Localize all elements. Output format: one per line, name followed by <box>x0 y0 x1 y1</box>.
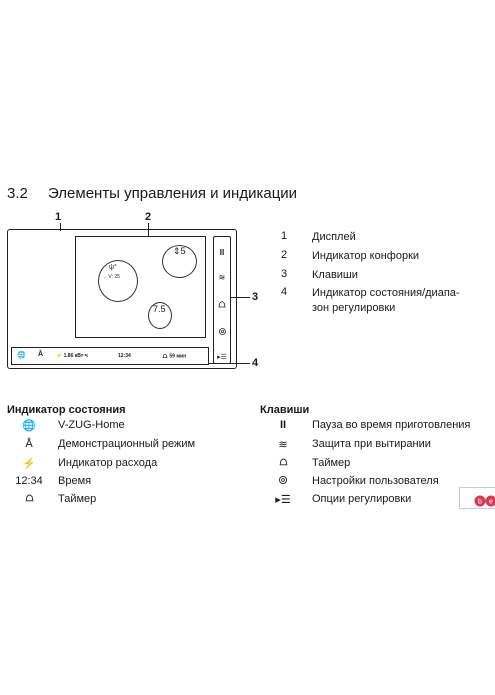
bell-icon <box>268 457 298 470</box>
pause-key[interactable]: II <box>219 248 225 257</box>
legend-text-2: Индикатор конфорки <box>312 250 420 262</box>
options-key[interactable]: ▸☰ <box>217 354 227 361</box>
status-row-text: Индикатор расхода <box>58 457 158 469</box>
key-row-text: Таймер <box>312 457 351 469</box>
callout-3: 3 <box>252 291 259 303</box>
legend-text-1: Дисплей <box>312 231 356 243</box>
zone-small-text: → V: 25 <box>102 274 120 280</box>
svg-text:b: b <box>478 498 482 506</box>
section-number: 3.2 <box>7 185 28 202</box>
section-title: Элементы управления и индикации <box>48 185 298 202</box>
consumption-value: ⚡ 1.86 кВт·ч <box>56 353 88 359</box>
bell-icon <box>14 493 44 506</box>
time-value: 12:34 <box>118 353 131 359</box>
bell-icon <box>25 493 34 503</box>
status-indicator-heading: Индикатор состояния <box>7 404 126 416</box>
callout-4: 4 <box>252 357 259 369</box>
status-row-text: V-ZUG-Home <box>58 419 125 431</box>
status-row-text: Демонстрационный режим <box>58 438 196 450</box>
legend-num-2: 2 <box>281 249 288 261</box>
timer-status <box>162 353 186 359</box>
status-row-text: Таймер <box>58 493 97 505</box>
brand-logo-icon <box>460 488 495 510</box>
zone-level-bottom: 7.5 <box>153 304 166 314</box>
demo-mode-icon: Å <box>25 438 33 450</box>
legend-num-3: 3 <box>281 268 288 280</box>
cooking-zone-large <box>98 260 138 302</box>
svg-text:e: e <box>489 498 493 506</box>
time-display: 12:34 <box>15 475 43 487</box>
bell-icon <box>162 353 168 359</box>
options-icon: ▸☰ <box>275 494 291 506</box>
zone-level-top: ⇕5 <box>173 246 186 256</box>
bell-icon <box>218 300 226 309</box>
legend-text-4: Индикатор состояния/диапа- зон регулировки <box>312 287 460 314</box>
legend-text-3: Клавиши <box>312 269 358 281</box>
wipe-protect-icon: ≋ <box>278 439 288 451</box>
corner-logo <box>459 487 495 509</box>
zone-small-icon: ψ° <box>109 264 117 271</box>
v-zug-home-icon: 🌐 <box>22 420 36 432</box>
demo-mode-icon: Å <box>38 351 44 358</box>
timer-key[interactable] <box>214 300 230 312</box>
gear-icon <box>278 475 288 485</box>
wipe-protect-key[interactable]: ≋ <box>218 273 226 282</box>
callout-2: 2 <box>145 211 152 223</box>
callout-1: 1 <box>55 211 62 223</box>
status-bar <box>11 347 209 365</box>
gear-icon <box>268 475 298 488</box>
cooktop-device <box>7 229 237 369</box>
key-row-text: Опции регулировки <box>312 493 412 505</box>
status-row-text: Время <box>58 475 92 487</box>
pause-icon: II <box>279 419 287 431</box>
display <box>75 236 206 338</box>
lightning-icon: ⚡ <box>22 458 36 470</box>
bell-icon <box>279 457 288 467</box>
legend-num-1: 1 <box>281 230 288 242</box>
gear-icon <box>218 327 227 336</box>
settings-key[interactable] <box>214 327 230 339</box>
key-row-text: Защита при вытирании <box>312 438 431 450</box>
keys-heading: Клавиши <box>260 404 310 416</box>
v-zug-home-icon: 🌐 <box>17 352 26 359</box>
key-panel <box>213 236 231 364</box>
key-row-text: Пауза во время приготовления <box>312 419 471 431</box>
legend-num-4: 4 <box>281 286 288 298</box>
key-row-text: Настройки пользователя <box>312 475 439 487</box>
timer-value: 59 мин <box>169 353 187 360</box>
